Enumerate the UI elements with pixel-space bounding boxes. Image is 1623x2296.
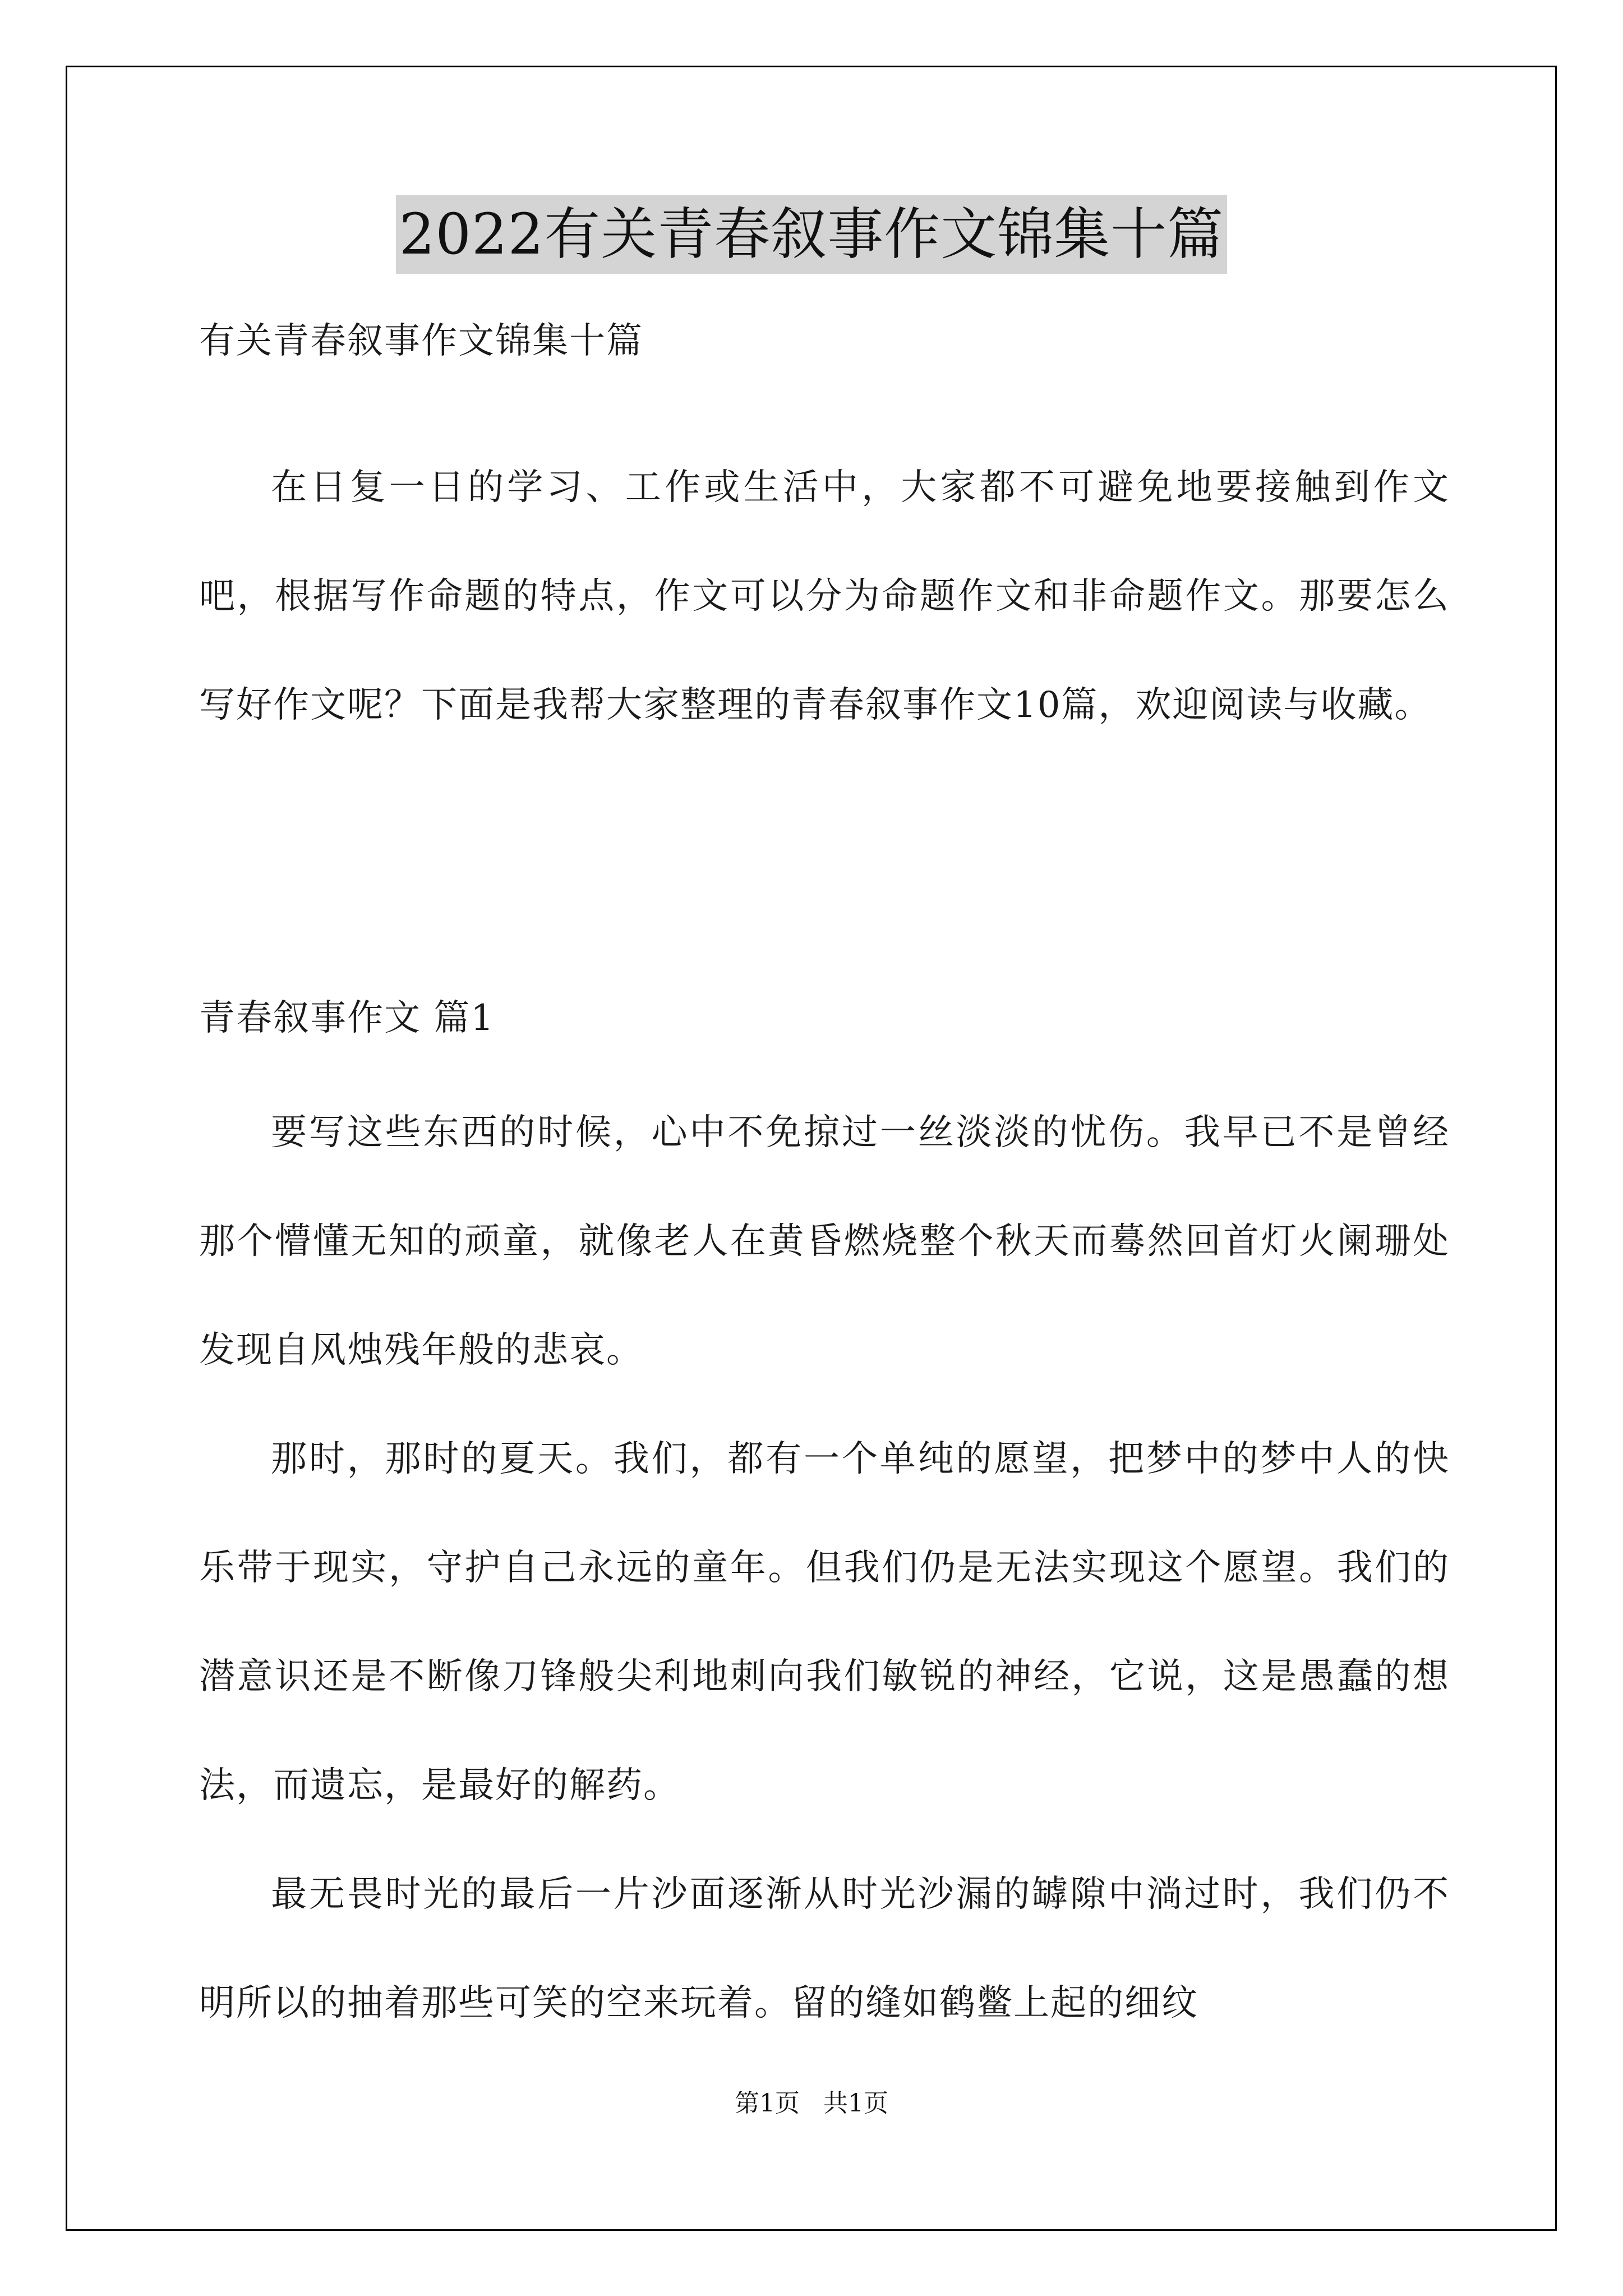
- page-total: 共1页: [823, 2089, 888, 2118]
- body-paragraph: 最无畏时光的最后一片沙面逐渐从时光沙漏的罅隙中淌过时，我们仍不明所以的抽着那些可笑的空来玩着。留的缝如鹤鳖上起的细纹: [199, 1874, 1450, 2024]
- body-paragraph: 那时，那时的夏天。我们，都有一个单纯的愿望，把梦中的梦中人的快乐带于现实，守护自己永远的童年。但我们仍是无法实现这个愿望。我们的潜意识还是不断像刀锋般尖利地刺向我们敏锐的神经，它说，这是愚蠢的想法，而遗忘，是最好的解药。: [199, 1438, 1450, 1806]
- section-body: [199, 1078, 1450, 2058]
- intro-section: [199, 433, 1450, 760]
- title-container: [0, 195, 1623, 274]
- document-title: 2022有关青春叙事作文锦集十篇: [396, 195, 1228, 274]
- intro-paragraph: 在日复一日的学习、工作或生活中，大家都不可避免地要接触到作文吧，根据写作命题的特点，作文可以分为命题作文和非命题作文。那要怎么写好作文呢？下面是我帮大家整理的青春叙事作文10篇，欢迎阅读与收藏。: [199, 467, 1450, 726]
- document-subtitle: 有关青春叙事作文锦集十篇: [199, 320, 643, 362]
- page-footer: [0, 2087, 1623, 2120]
- section-heading: 青春叙事作文 篇1: [199, 997, 495, 1039]
- page-number: 第1页: [735, 2089, 800, 2118]
- body-paragraph: 要写这些东西的时候，心中不免掠过一丝淡淡的忧伤。我早已不是曾经那个懵懂无知的顽童，就像老人在黄昏燃烧整个秋天而蓦然回首灯火阑珊处发现自风烛残年般的悲哀。: [199, 1112, 1450, 1371]
